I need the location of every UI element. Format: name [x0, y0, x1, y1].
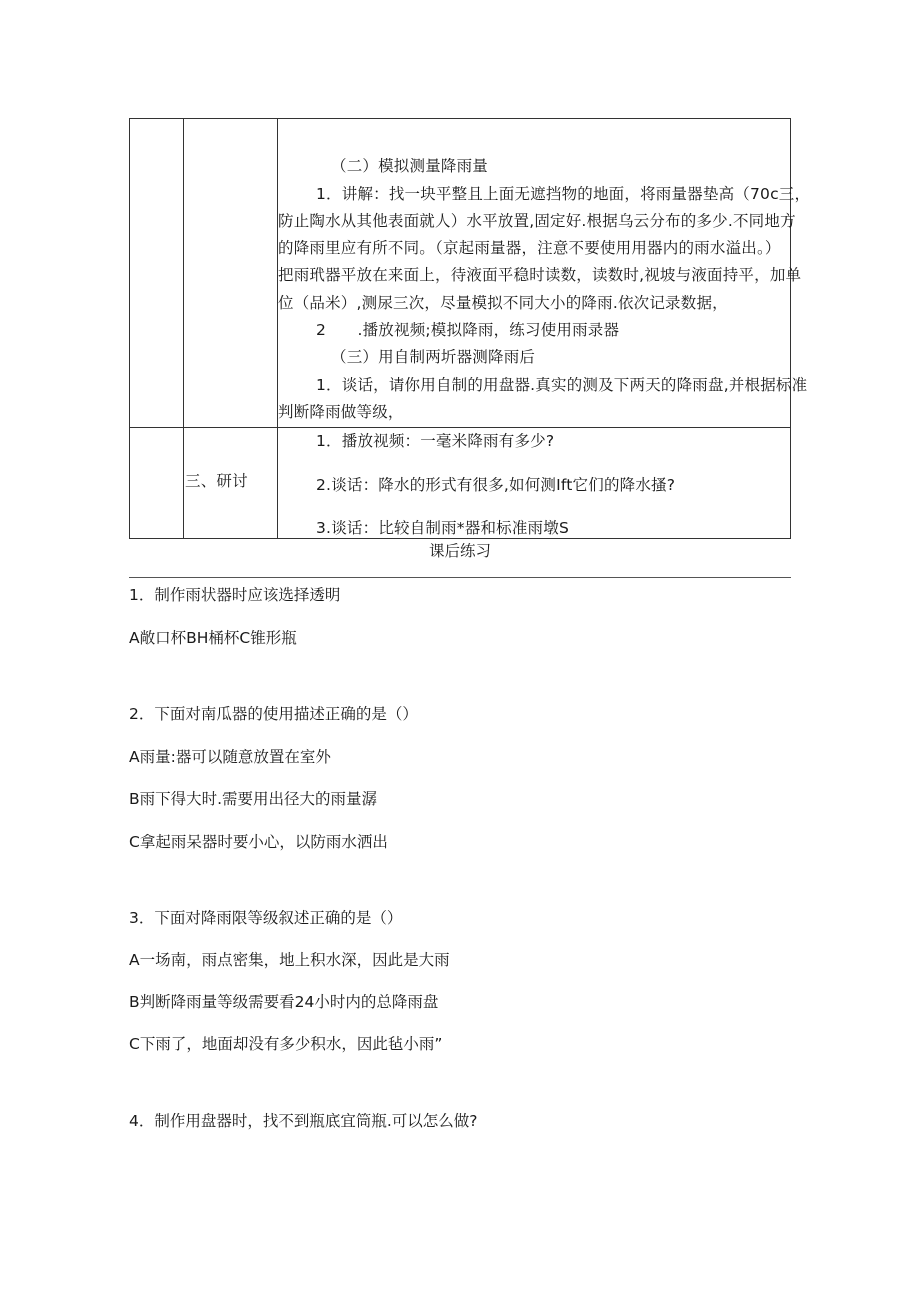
question: 1．制作雨状器时应该选择透明 — [129, 586, 341, 604]
answer-option: A一场南，雨点密集，地上积水深，因此是大雨 — [129, 951, 450, 969]
table-cell-blank — [130, 428, 184, 539]
table-cell-blank — [130, 119, 184, 428]
content-line: 1．谈话，请你用自制的用盘器.真实的测及下两天的降雨盘,并根据标准 — [316, 376, 808, 394]
content-line: 防止陶水从其他表面就人）水平放置,固定好.根据乌云分布的多少.不同地方 — [278, 212, 796, 230]
answer-option: A敞口杯BH桶杯C锥形瓶 — [129, 629, 297, 647]
content-line: 2 .播放视频;模拟降雨，练习使用雨录器 — [316, 321, 620, 339]
content-line: 判断降雨做等级， — [278, 403, 404, 421]
stage-label: 三、研讨 — [185, 472, 248, 490]
table-cell-content — [278, 119, 811, 428]
divider — [129, 577, 791, 578]
content-line: 位（品米）,测尿三次，尽量模拟不同大小的降雨.依次记录数据， — [278, 294, 728, 312]
table-cell-content — [278, 428, 791, 539]
answer-option: C拿起雨呆器时要小心，以防雨水洒出 — [129, 833, 388, 851]
lesson-table — [129, 118, 811, 539]
question: 4．制作用盘器时，找不到瓶底宜筒瓶.可以怎么做? — [129, 1112, 478, 1130]
section-heading: （二）模拟测量降雨量 — [331, 157, 489, 175]
table-row — [130, 428, 791, 539]
content-line: 把雨玳器平放在来面上，待液面平稳时读数，读数时,视坡与液面持平，加单 — [278, 266, 802, 284]
section-heading: （三）用自制两圻器测降雨后 — [331, 348, 536, 366]
content-line: 1．播放视频：一毫米降雨有多少? — [316, 432, 555, 450]
table-cell-stage — [184, 119, 278, 428]
content-line: 1．讲解：找一块平整且上面无遮挡物的地面，将雨量器垫高（70c三， — [316, 185, 811, 203]
answer-option: B判断降雨量等级需要看24小时内的总降雨盘 — [129, 993, 439, 1011]
table-row — [130, 119, 791, 428]
content-line: 2.谈话：降水的形式有很多,如何测Ift它们的降水搔? — [316, 476, 676, 494]
question: 3．下面对降雨限等级叙述正确的是（） — [129, 909, 403, 927]
table-cell-stage — [184, 428, 278, 539]
answer-option: B雨下得大时.需要用出径大的雨量潺 — [129, 790, 378, 808]
answer-option: A雨量:器可以随意放置在室外 — [129, 748, 331, 766]
answer-option: C下雨了，地面却没有多少积水，因此毡小雨” — [129, 1035, 443, 1053]
question: 2．下面对南瓜器的使用描述正确的是（） — [129, 705, 418, 723]
exercises-title: 课后练习 — [428, 542, 491, 560]
content-line: 的降雨里应有所不同。（京起雨量器，注意不要使用用器内的雨水溢出。） — [278, 239, 781, 257]
content-line: 3.谈话：比较自制雨*器和标准雨墩S — [316, 519, 569, 537]
